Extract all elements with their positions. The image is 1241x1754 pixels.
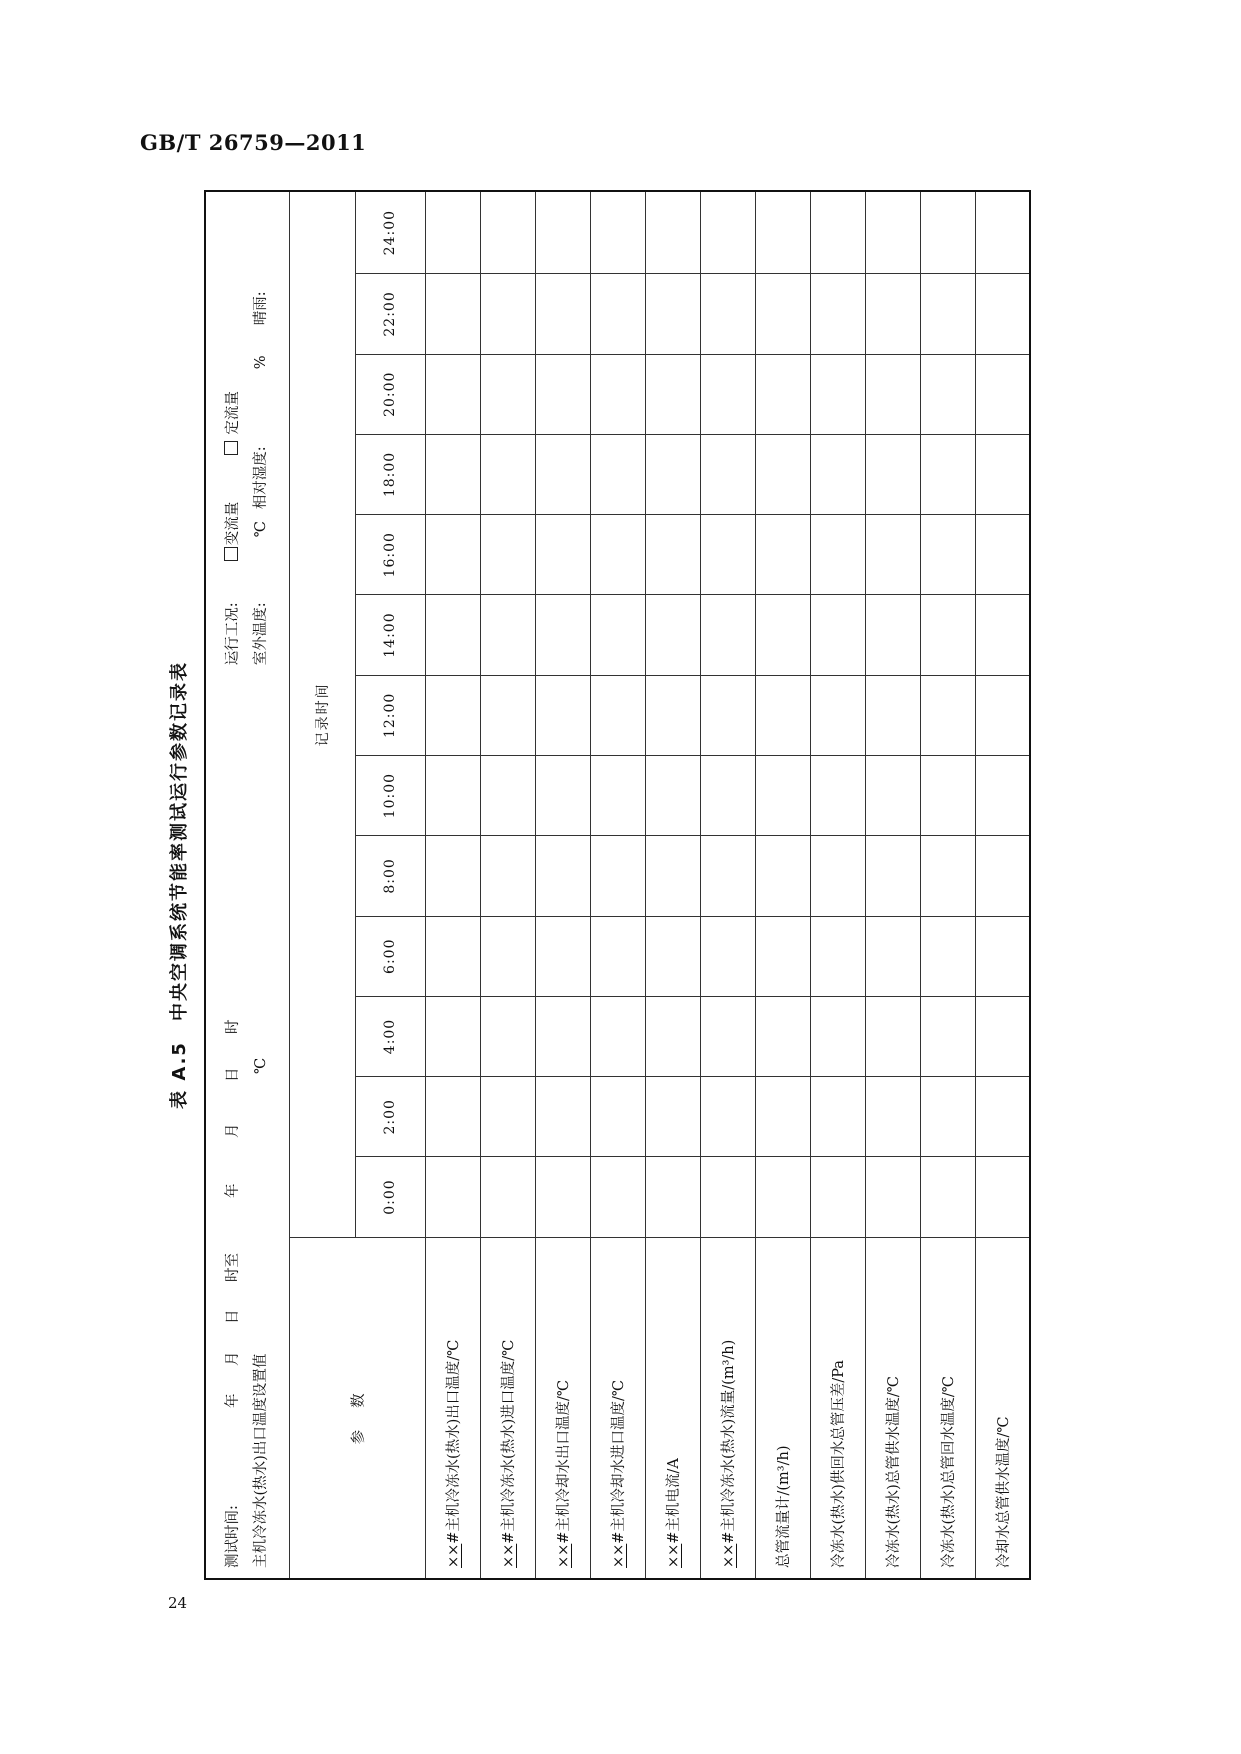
value-cell[interactable] [645, 916, 700, 996]
value-cell[interactable] [810, 274, 865, 354]
test-time-part: 日 [225, 1309, 242, 1324]
info-left-cell [205, 675, 289, 1579]
condition-line [219, 202, 247, 665]
value-cell[interactable] [535, 595, 590, 675]
value-cell[interactable] [975, 916, 1030, 996]
value-cell[interactable] [975, 274, 1030, 354]
value-cell[interactable] [755, 996, 810, 1076]
record-time-header: 记录时间 [289, 191, 355, 1237]
value-cell[interactable] [535, 191, 590, 274]
test-time-line [219, 675, 247, 1578]
value-cell[interactable] [700, 434, 755, 514]
value-cell[interactable] [865, 354, 920, 434]
humidity-unit: % [253, 355, 270, 370]
unit-number-placeholder: ×× [446, 1543, 462, 1568]
value-cell[interactable] [810, 756, 865, 836]
time-header-cell: 6:00 [355, 916, 425, 996]
table-row [425, 191, 480, 1579]
outdoor-temp-label: 室外温度: [253, 602, 270, 666]
value-cell[interactable] [645, 434, 700, 514]
value-cell[interactable] [480, 354, 535, 434]
time-header-cell: 12:00 [355, 675, 425, 755]
value-cell[interactable] [700, 595, 755, 675]
param-label: #主机冷冻水(热水)出口温度/℃ [446, 1339, 462, 1544]
weather-line [247, 202, 275, 665]
param-label: 冷冻水(热水)总管供水温度/℃ [886, 1376, 902, 1568]
value-cell[interactable] [590, 274, 645, 354]
value-cell[interactable] [425, 274, 480, 354]
value-cell[interactable] [920, 274, 975, 354]
value-cell[interactable] [645, 996, 700, 1076]
variable-flow-option[interactable] [219, 502, 247, 562]
value-cell[interactable] [645, 515, 700, 595]
param-label: #主机冷却水出口温度/℃ [556, 1379, 572, 1544]
param-label-cell [975, 1237, 1030, 1579]
value-cell[interactable] [535, 434, 590, 514]
value-cell[interactable] [700, 1077, 755, 1157]
param-label-cell [920, 1237, 975, 1579]
time-header-cell: 0:00 [355, 1157, 425, 1237]
test-time-part: 时至 [225, 1253, 242, 1282]
param-label-cell [700, 1237, 755, 1579]
value-cell[interactable] [975, 675, 1030, 755]
value-cell[interactable] [920, 191, 975, 274]
value-cell[interactable] [535, 274, 590, 354]
param-label-cell [590, 1237, 645, 1579]
value-cell[interactable] [700, 191, 755, 274]
value-cell[interactable] [700, 996, 755, 1076]
value-cell[interactable] [645, 595, 700, 675]
value-cell[interactable] [645, 1077, 700, 1157]
unit-number-placeholder: ×× [556, 1543, 572, 1568]
value-cell[interactable] [535, 756, 590, 836]
value-cell[interactable] [480, 836, 535, 916]
value-cell[interactable] [590, 1077, 645, 1157]
time-header-cell: 2:00 [355, 1077, 425, 1157]
value-cell[interactable] [755, 675, 810, 755]
param-label: 冷冻水(热水)供回水总管压差/Pa [831, 1360, 847, 1568]
value-cell[interactable] [755, 595, 810, 675]
test-time-part: 年 [225, 1183, 242, 1198]
value-cell[interactable] [425, 434, 480, 514]
info-right-cell [205, 191, 289, 675]
value-cell[interactable] [920, 675, 975, 755]
table-row [810, 191, 865, 1579]
record-table [204, 190, 1031, 1580]
value-cell[interactable] [535, 515, 590, 595]
value-cell[interactable] [865, 1077, 920, 1157]
unit-number-placeholder: ×× [611, 1543, 627, 1568]
value-cell[interactable] [425, 675, 480, 755]
value-cell[interactable] [590, 836, 645, 916]
setpoint-unit: ℃ [253, 1057, 270, 1074]
value-cell[interactable] [425, 756, 480, 836]
value-cell[interactable] [590, 515, 645, 595]
time-header-cell: 24:00 [355, 191, 425, 274]
value-cell[interactable] [755, 1157, 810, 1237]
value-cell[interactable] [700, 274, 755, 354]
value-cell[interactable] [425, 1077, 480, 1157]
value-cell[interactable] [425, 996, 480, 1076]
value-cell[interactable] [590, 675, 645, 755]
time-header-cell: 4:00 [355, 996, 425, 1076]
table-row [865, 191, 920, 1579]
value-cell[interactable] [975, 996, 1030, 1076]
value-cell[interactable] [755, 756, 810, 836]
value-cell[interactable] [645, 191, 700, 274]
value-cell[interactable] [865, 836, 920, 916]
checkbox-icon [224, 441, 238, 455]
table-row [920, 191, 975, 1579]
value-cell[interactable] [810, 1077, 865, 1157]
time-header-cell: 22:00 [355, 274, 425, 354]
param-label-cell [810, 1237, 865, 1579]
value-cell[interactable] [535, 1157, 590, 1237]
value-cell[interactable] [810, 836, 865, 916]
value-cell[interactable] [535, 1077, 590, 1157]
value-cell[interactable] [700, 354, 755, 434]
value-cell[interactable] [975, 434, 1030, 514]
value-cell[interactable] [865, 515, 920, 595]
setpoint-label: 主机冷冻水(热水)出口温度设置值 [253, 1353, 270, 1568]
setpoint-line [247, 675, 275, 1578]
table-row [590, 191, 645, 1579]
param-label-cell [865, 1237, 920, 1579]
value-cell[interactable] [975, 595, 1030, 675]
value-cell[interactable] [865, 434, 920, 514]
value-cell[interactable] [480, 515, 535, 595]
value-cell[interactable] [755, 434, 810, 514]
test-time-part: 月 [225, 1351, 242, 1366]
value-cell[interactable] [480, 756, 535, 836]
value-cell[interactable] [700, 515, 755, 595]
value-cell[interactable] [755, 1077, 810, 1157]
value-cell[interactable] [920, 1077, 975, 1157]
value-cell[interactable] [865, 595, 920, 675]
value-cell[interactable] [425, 191, 480, 274]
test-time-part: 时 [225, 1019, 242, 1034]
variable-flow-label: 变流量 [225, 501, 242, 546]
constant-flow-option[interactable] [219, 391, 247, 455]
unit-number-placeholder: ×× [721, 1543, 737, 1568]
page-number: 24 [168, 1594, 188, 1612]
value-cell[interactable] [425, 836, 480, 916]
time-header-cell: 16:00 [355, 515, 425, 595]
param-label-cell [645, 1237, 700, 1579]
value-cell[interactable] [590, 916, 645, 996]
param-label: 冷却水总管供水温度/℃ [995, 1416, 1012, 1568]
checkbox-icon [224, 547, 238, 561]
value-cell[interactable] [810, 434, 865, 514]
value-cell[interactable] [975, 354, 1030, 434]
value-cell[interactable] [645, 354, 700, 434]
value-cell[interactable] [590, 354, 645, 434]
value-cell[interactable] [920, 595, 975, 675]
value-cell[interactable] [535, 916, 590, 996]
value-cell[interactable] [480, 916, 535, 996]
value-cell[interactable] [535, 354, 590, 434]
value-cell[interactable] [865, 1157, 920, 1237]
value-cell[interactable] [645, 675, 700, 755]
value-cell[interactable] [920, 916, 975, 996]
value-cell[interactable] [425, 1157, 480, 1237]
value-cell[interactable] [645, 756, 700, 836]
param-label: #主机冷却水进口温度/℃ [611, 1379, 627, 1544]
value-cell[interactable] [920, 836, 975, 916]
test-time-part: 年 [225, 1393, 242, 1408]
value-cell[interactable] [590, 756, 645, 836]
value-cell[interactable] [700, 1157, 755, 1237]
value-cell[interactable] [425, 354, 480, 434]
value-cell[interactable] [480, 434, 535, 514]
table-row [700, 191, 755, 1579]
time-header-cell: 20:00 [355, 354, 425, 434]
humidity-label: 相对湿度: [253, 446, 270, 510]
value-cell[interactable] [975, 1157, 1030, 1237]
value-cell[interactable] [700, 756, 755, 836]
unit-number-placeholder: ×× [501, 1543, 517, 1568]
value-cell[interactable] [425, 595, 480, 675]
value-cell[interactable] [755, 515, 810, 595]
value-cell[interactable] [700, 836, 755, 916]
value-cell[interactable] [480, 191, 535, 274]
value-cell[interactable] [810, 675, 865, 755]
test-time-part: 日 [225, 1067, 242, 1082]
value-cell[interactable] [645, 1157, 700, 1237]
table-row [535, 191, 590, 1579]
value-cell[interactable] [755, 274, 810, 354]
value-cell[interactable] [920, 996, 975, 1076]
value-cell[interactable] [865, 274, 920, 354]
value-cell[interactable] [755, 191, 810, 274]
param-label-cell [425, 1237, 480, 1579]
value-cell[interactable] [645, 836, 700, 916]
table-title: 表 A.5 中央空调系统节能率测试运行参数记录表 [169, 661, 190, 1109]
value-cell[interactable] [975, 836, 1030, 916]
value-cell[interactable] [975, 1077, 1030, 1157]
value-cell[interactable] [810, 515, 865, 595]
param-label: #主机冷冻水(热水)流量/(m³/h) [721, 1339, 737, 1544]
value-cell[interactable] [810, 354, 865, 434]
value-cell[interactable] [755, 836, 810, 916]
value-cell[interactable] [755, 354, 810, 434]
value-cell[interactable] [535, 996, 590, 1076]
time-header-cell: 14:00 [355, 595, 425, 675]
value-cell[interactable] [590, 434, 645, 514]
param-label-cell [480, 1237, 535, 1579]
constant-flow-label: 定流量 [225, 391, 242, 435]
outdoor-temp-unit: ℃ [253, 520, 270, 538]
time-header-cell: 8:00 [355, 836, 425, 916]
value-cell[interactable] [645, 274, 700, 354]
value-cell[interactable] [975, 756, 1030, 836]
value-cell[interactable] [425, 515, 480, 595]
record-time-header-row [289, 191, 355, 1579]
value-cell[interactable] [810, 996, 865, 1076]
value-cell[interactable] [535, 836, 590, 916]
value-cell[interactable] [480, 274, 535, 354]
weather-label: 晴雨: [253, 291, 270, 326]
value-cell[interactable] [920, 1157, 975, 1237]
info-row [205, 191, 289, 1579]
unit-number-placeholder: ×× [666, 1543, 682, 1568]
value-cell[interactable] [480, 675, 535, 755]
rotated-table-block [155, 190, 1015, 1580]
table-row [975, 191, 1030, 1579]
value-cell[interactable] [590, 1157, 645, 1237]
value-cell[interactable] [590, 595, 645, 675]
condition-label: 运行工况: [225, 602, 242, 666]
value-cell[interactable] [865, 675, 920, 755]
value-cell[interactable] [920, 515, 975, 595]
table-row [480, 191, 535, 1579]
value-cell[interactable] [865, 916, 920, 996]
param-header-cell: 参数 [289, 1237, 425, 1579]
value-cell[interactable] [810, 595, 865, 675]
param-label: 总管流量计/(m³/h) [776, 1445, 792, 1568]
time-header-cell: 18:00 [355, 434, 425, 514]
param-label: #主机冷冻水(热水)进口温度/℃ [501, 1339, 517, 1544]
value-cell[interactable] [865, 996, 920, 1076]
value-cell[interactable] [755, 916, 810, 996]
value-cell[interactable] [865, 191, 920, 274]
value-cell[interactable] [810, 1157, 865, 1237]
value-cell[interactable] [920, 756, 975, 836]
value-cell[interactable] [480, 1157, 535, 1237]
table-row [755, 191, 810, 1579]
param-label-cell [755, 1237, 810, 1579]
value-cell[interactable] [975, 191, 1030, 274]
value-cell[interactable] [700, 675, 755, 755]
value-cell[interactable] [810, 191, 865, 274]
value-cell[interactable] [480, 996, 535, 1076]
value-cell[interactable] [975, 515, 1030, 595]
value-cell[interactable] [810, 916, 865, 996]
test-time-label: 测试时间: [225, 1505, 242, 1568]
time-header-cell: 10:00 [355, 756, 425, 836]
value-cell[interactable] [590, 996, 645, 1076]
table-row [645, 191, 700, 1579]
value-cell[interactable] [920, 434, 975, 514]
value-cell[interactable] [920, 354, 975, 434]
param-label: 冷冻水(热水)总管回水温度/℃ [941, 1376, 957, 1568]
value-cell[interactable] [700, 916, 755, 996]
value-cell[interactable] [590, 191, 645, 274]
test-time-part: 月 [225, 1123, 242, 1138]
value-cell[interactable] [480, 1077, 535, 1157]
param-label-cell [535, 1237, 590, 1579]
param-label: #主机电流/A [666, 1458, 682, 1544]
value-cell[interactable] [480, 595, 535, 675]
value-cell[interactable] [535, 675, 590, 755]
standard-code: GB/T 26759—2011 [140, 130, 367, 155]
value-cell[interactable] [425, 916, 480, 996]
value-cell[interactable] [865, 756, 920, 836]
